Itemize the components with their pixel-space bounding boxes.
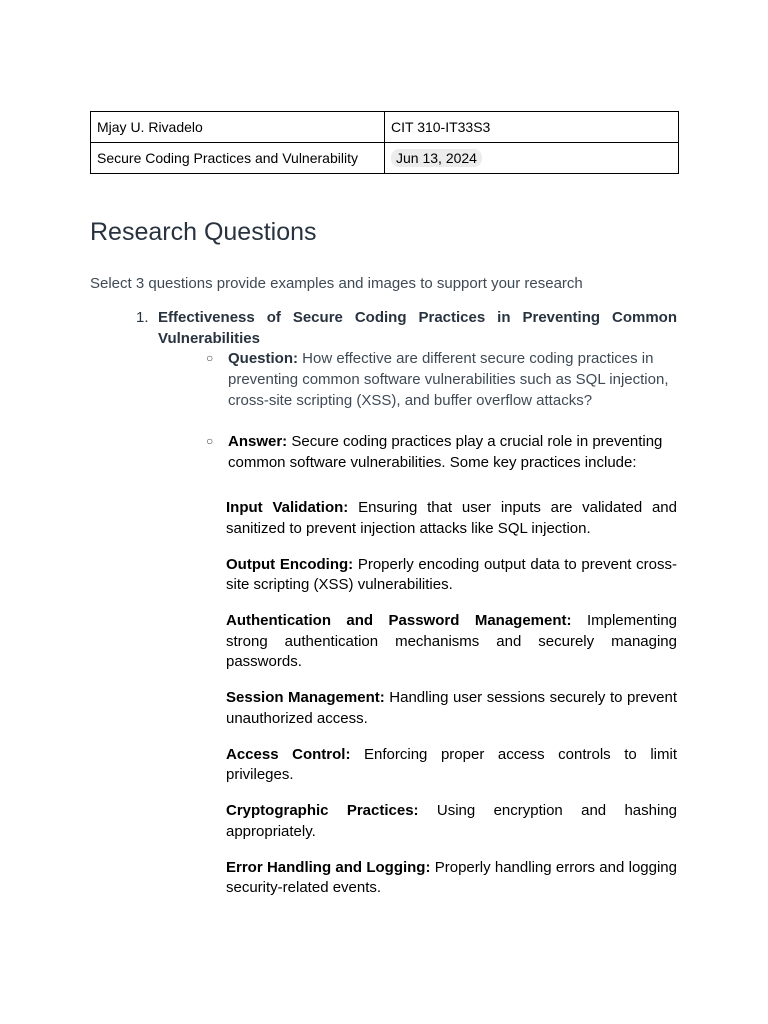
question-1-title: Effectiveness of Secure Coding Practices in Preventing Common Vulnerabilities xyxy=(158,309,677,347)
date-cell xyxy=(385,143,679,174)
question-text: How effective are different secure coding practices in preventing common software vulnerabilities such as SQL injection, cross-site scripting (XSS), and buffer overflow attacks? xyxy=(228,350,669,409)
practices-list xyxy=(226,498,677,914)
instructions-text: Select 3 questions provide examples and images to support your research xyxy=(90,275,583,292)
practice-label: Output Encoding: xyxy=(226,555,354,573)
practice-label: Authentication and Password Management: xyxy=(226,612,572,629)
student-name-cell: Mjay U. Rivadelo xyxy=(91,112,385,143)
practice-label: Session Management: xyxy=(226,689,385,706)
practice-text: Implementing strong authentication mechanisms and securely managing passwords. xyxy=(226,612,677,670)
list-item xyxy=(226,745,677,786)
list-item xyxy=(226,611,677,673)
question-bullet xyxy=(206,348,677,411)
answer-label: Answer: xyxy=(228,433,288,450)
list-item xyxy=(226,801,677,842)
hollow-bullet-icon: ○ xyxy=(206,434,214,448)
topic-cell: Secure Coding Practices and Vulnerability xyxy=(91,143,385,174)
practice-text: Properly handling errors and logging security-related events. xyxy=(226,858,677,896)
question-body xyxy=(228,348,677,411)
practice-text: Using encryption and hashing appropriately. xyxy=(226,802,677,840)
header-info-table xyxy=(90,111,679,174)
practice-text: Properly encoding output data to prevent cross-site scripting (XSS) vulnerabilities. xyxy=(226,555,677,593)
table-row xyxy=(91,143,679,174)
practice-label: Cryptographic Practices: xyxy=(226,802,419,819)
practice-label: Access Control: xyxy=(226,745,351,763)
list-item xyxy=(226,555,677,596)
practice-label: Error Handling and Logging: xyxy=(226,858,431,876)
list-item xyxy=(226,498,677,539)
date-chip[interactable]: Jun 13, 2024 xyxy=(391,149,482,167)
course-code-cell: CIT 310-IT33S3 xyxy=(385,112,679,143)
practice-text: Enforcing proper access controls to limit privileges. xyxy=(226,745,677,783)
question-1-heading xyxy=(136,307,677,349)
answer-body xyxy=(228,431,677,473)
table-row xyxy=(91,112,679,143)
page-title: Research Questions xyxy=(90,218,317,246)
practice-label: Input Validation: xyxy=(226,499,349,516)
question-label: Question: xyxy=(228,350,298,367)
list-number: 1. xyxy=(136,309,149,326)
hollow-bullet-icon: ○ xyxy=(206,351,214,365)
practice-text: Handling user sessions securely to prevent unauthorized access. xyxy=(226,689,678,727)
list-item xyxy=(226,858,677,899)
practice-text: Ensuring that user inputs are validated and sanitized to prevent injection attacks like SQL injection. xyxy=(226,499,677,537)
answer-text: Secure coding practices play a crucial role in preventing common software vulnerabilities. Some key practices include: xyxy=(228,433,663,471)
answer-bullet xyxy=(206,431,677,473)
list-item xyxy=(226,688,677,729)
